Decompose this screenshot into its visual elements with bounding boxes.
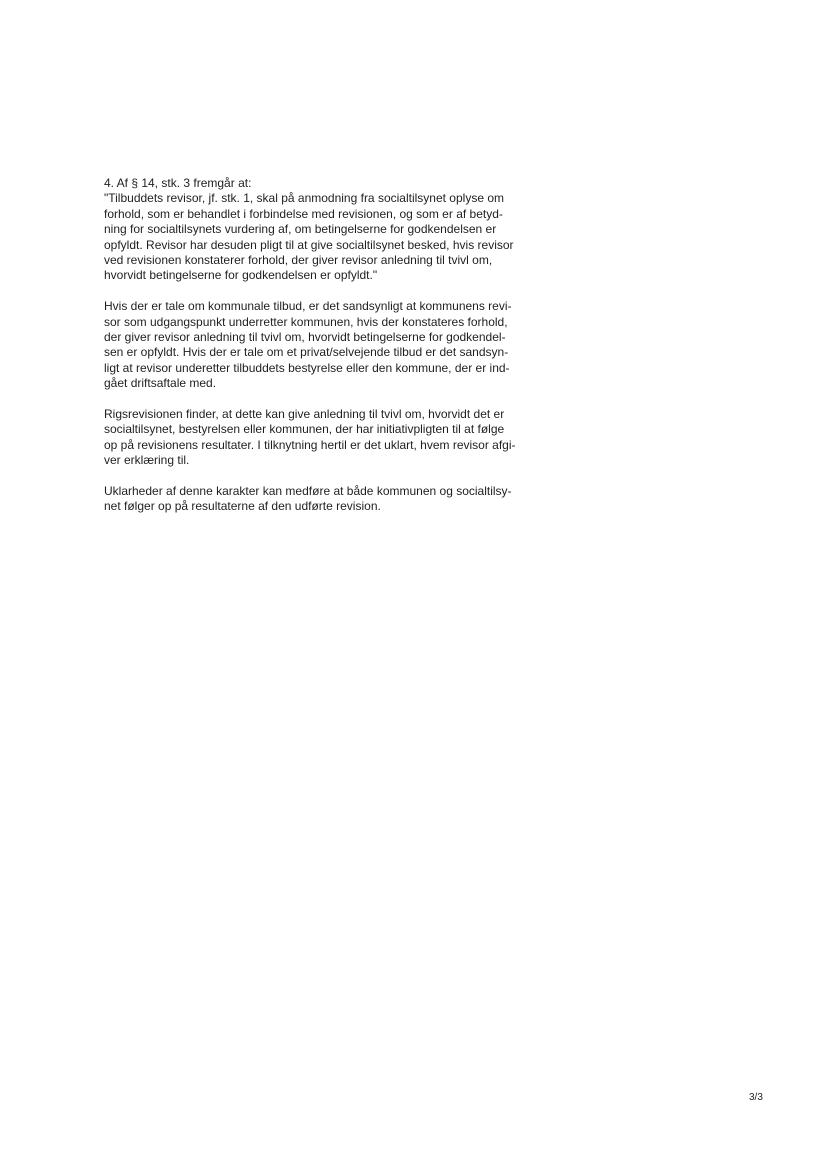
text-line: ning for socialtilsynets vurdering af, om betingelserne for godkendelsen er: [104, 222, 497, 237]
paragraph-ambiguities: [104, 484, 574, 515]
text-line: hvorvidt betingelserne for godkendelsen er opfyldt.": [104, 268, 378, 283]
document-body: [104, 176, 574, 530]
text-line: 4. Af § 14, stk. 3 fremgår at:: [104, 176, 252, 190]
paragraph-municipal-offers: [104, 299, 574, 391]
text-line: ved revisionen konstaterer forhold, der giver revisor anledning til tvivl om,: [104, 253, 493, 268]
text-line: Uklarheder af denne karakter kan medføre at både kommunen og socialtilsy-: [104, 484, 512, 499]
text-line: ligt at revisor underetter tilbuddets bestyrelse eller den kommune, der er ind-: [104, 360, 510, 375]
text-line: Hvis der er tale om kommunale tilbud, er det sandsynligt at kommunens revi-: [104, 299, 512, 314]
text-line: sor som udgangspunkt underretter kommunen, hvis der konstateres forhold,: [104, 314, 508, 329]
text-line: Rigsrevisionen finder, at dette kan give anledning til tvivl om, hvorvidt det er: [104, 407, 505, 422]
text-line: "Tilbuddets revisor, jf. stk. 1, skal på anmodning fra socialtilsynet oplyse om: [104, 191, 504, 206]
text-line: socialtilsynet, bestyrelsen eller kommunen, der har initiativpligten til at følge: [104, 422, 505, 437]
paragraph-section-14-quote: [104, 176, 574, 284]
text-line: op på revisionens resultater. I tilknytning hertil er det uklart, hvem revisor afgi-: [104, 437, 516, 452]
text-line: gået driftsaftale med.: [104, 376, 217, 391]
text-line: net følger op på resultaterne af den udførte revision.: [104, 499, 381, 514]
paragraph-rigsrevisionen-finding: [104, 407, 574, 469]
text-line: forhold, som er behandlet i forbindelse med revisionen, og som er af betyd-: [104, 206, 503, 221]
text-line: ver erklæring til.: [104, 453, 190, 468]
text-line: der giver revisor anledning til tvivl om, hvorvidt betingelserne for godkendel-: [104, 330, 506, 345]
text-line: opfyldt. Revisor har desuden pligt til at give socialtilsynet besked, hvis revisor: [104, 237, 514, 252]
page-number: 3/3: [749, 1092, 763, 1103]
text-line: sen er opfyldt. Hvis der er tale om et privat/selvejende tilbud er det sandsyn-: [104, 345, 509, 360]
